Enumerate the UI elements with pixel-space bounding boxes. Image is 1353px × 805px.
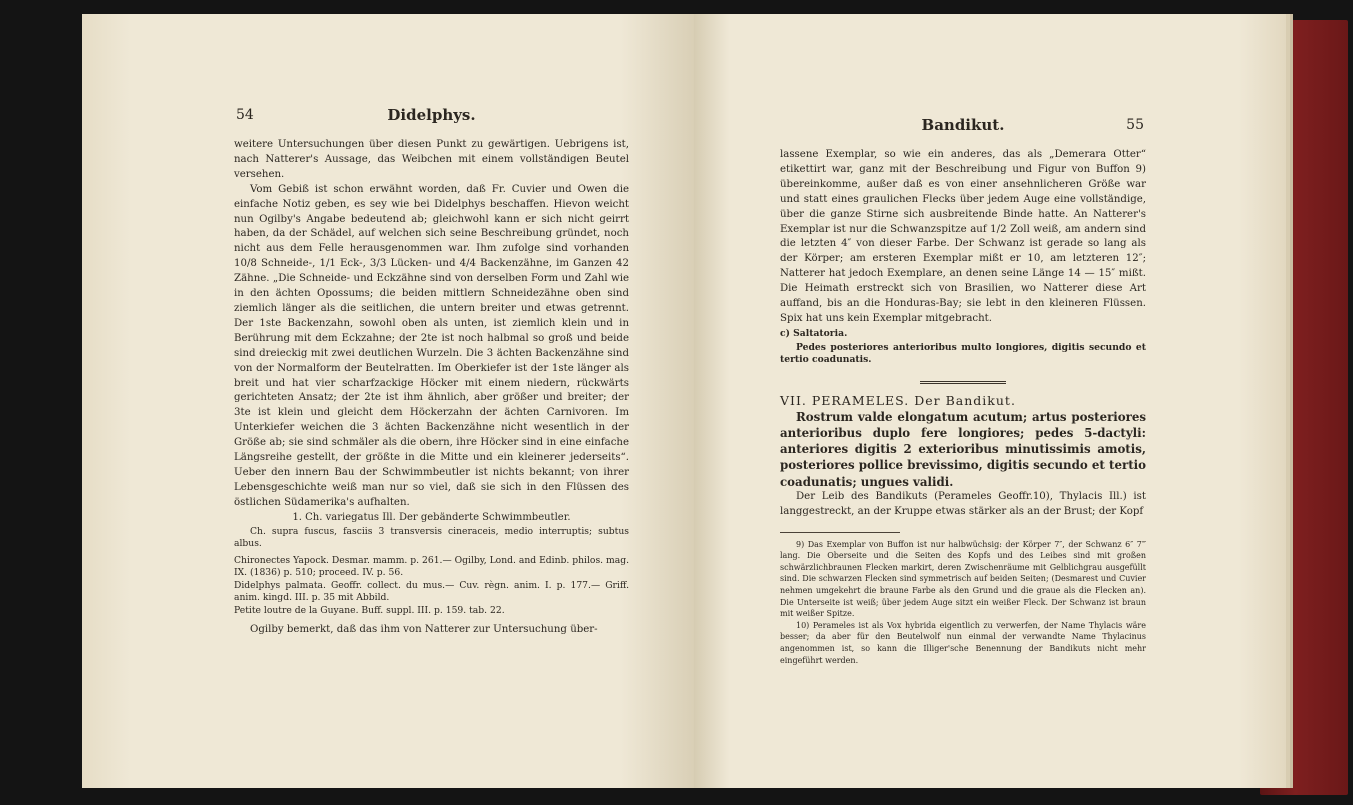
genus-heading: VII. PERAMELES. Der Bandikut. [780, 392, 1016, 408]
species-heading: 1. Ch. variegatus Ill. Der gebänderte Schwimmbeutler. [292, 511, 571, 523]
subsection-heading: c) Saltatoria. [780, 327, 848, 339]
species-diagnosis: Ch. supra fuscus, fasciis 3 transversis cineraceis, medio interruptis; subtus albus. [234, 525, 629, 550]
right-running-head [780, 118, 1146, 140]
left-running-title: Didelphys. [387, 106, 476, 124]
footnote-rule [780, 532, 900, 533]
left-page-number: 54 [236, 107, 254, 123]
reference-entry-3: Petite loutre de la Guyane. Buff. suppl. III. p. 159. tab. 22. [234, 604, 505, 616]
footnote-9: 9) Das Exemplar von Buffon ist nur halbwüchsig: der Körper 7″, der Schwanz 6″ 7‴ lang. Die Oberseite und die Seiten des Kopfs und des Leibes sind mit großen schwärzlichbraunen Flecken markirt, deren Zwischenräume mit Gelblichgrau ausgefüllt sind. Die schwarzen Flecken sind symmetrisch auf beiden Seiten; (Desmarest und Cuvier nehmen umgekehrt die braune Farbe als den Grund und die graue als die Flecken an). Die Unterseite ist weiß; über jedem Auge sitzt ein weißer Fleck. Der Schwanz ist braun mit weißer Spitze. [780, 539, 1146, 619]
left-page [82, 14, 696, 788]
left-paragraph-2: Vom Gebiß ist schon erwähnt worden, daß Fr. Cuvier und Owen die einfache Notiz geben, es sey wie bei Didelphys beschaffen. Hievon weicht nun Ogilby's Angabe bedeutend ab; gleichwohl kann er sich nicht geirrt haben, da der Schädel, auf welchen sich seine Beschreibung gründet, noch nicht aus dem Felle herausgenommen war. Ihm zufolge sind vorhanden 10/8 Schneide-, 1/1 Eck-, 3/3 Lücken- und 4/4 Backenzähne, im Ganzen 42 Zähne. „Die Schneide- und Eckzähne sind von derselben Form und Zahl wie in den ächten Opossums; die beiden mittlern Schneidezähne oben sind ziemlich länger als die seitlichen, die untern breiter und etwas getrennt. Der 1ste Backenzahn, sowohl oben als unten, ist ziemlich klein und in Berührung mit dem Eckzahne; der 2te ist noch halbmal so groß und beide sind dreieckig mit zwei deutlichen Wurzeln. Die 3 ächten Backenzähne sind von der Normalform der Beutelratten. Im Oberkiefer ist der 1ste länger als breit und hat vier scharfzackige Höcker mit einem niedern, rückwärts gerichteten Ansatz; der 2te ist ihm ähnlich, aber größer und breiter; der 3te ist klein und gleicht dem Höckerzahn der ächten Carnivoren. Im Unterkiefer weichen die 3 ächten Backenzähne nicht wesentlich in der Größe ab; sie sind schmäler als die obern, ihre Höcker sind in eine einfache Längsreihe gestellt, der größte in die Mitte und ein kleinerer jederseits“. Ueber den innern Bau der Schwimmbeutler ist nichts bekannt; von ihrer Lebensgeschichte weiß man nur so viel, daß sie sich in den Flüssen des östlichen Südamerika's aufhalten. [234, 183, 629, 508]
right-page [694, 14, 1286, 788]
subsection-diagnosis: Pedes posteriores anterioribus multo longiores, digitis secundo et tertio coadunatis. [780, 341, 1146, 366]
reference-entry-1: Chironectes Yapock. Desmar. mamm. p. 261.— Ogilby, Lond. and Edinb. philos. mag. IX. (1836) p. 510; proceed. IV. p. 56. [234, 554, 629, 579]
right-body-start: Der Leib des Bandikuts (Perameles Geoffr.10), Thylacis Ill.) ist langgestreckt, an der Kruppe etwas stärker als an der Brust; der Kopf [780, 490, 1146, 517]
double-rule-divider [920, 381, 1006, 384]
right-page-number: 55 [1126, 117, 1144, 133]
left-running-head [234, 108, 629, 130]
footnote-10: 10) Perameles ist als Vox hybrida eigentlich zu verwerfen, der Name Thylacis wäre besser; da aber für den Beutelwolf nun einmal der verwandte Name Thylacinus angenommen ist, so kann die Illiger'sche Benennung der Bandikuts nicht mehr eingeführt werden. [780, 620, 1146, 665]
right-running-title: Bandikut. [921, 116, 1005, 134]
left-text-column [234, 108, 629, 638]
reference-list [234, 555, 629, 618]
reference-entry-2: Didelphys palmata. Geoffr. collect. du mus.— Cuv. règn. anim. I. p. 177.— Griff. anim. kingd. III. p. 35 mit Abbild. [234, 579, 629, 604]
left-paragraph-1: weitere Untersuchungen über diesen Punkt zu gewärtigen. Uebrigens ist, nach Natterer's Aussage, das Weibchen mit einem vollständigen Beutel versehen. [234, 139, 629, 180]
right-text-column [780, 118, 1146, 666]
genus-latin-diagnosis: Rostrum valde elongatum acutum; artus posteriores anterioribus duplo fere longiores; pedes 5-dactyli: anteriores digitis 2 exterioribus minutissimis amotis, posteriores pollice brevissimo, digitis secundo et tertio coadunatis; ungues validi. [780, 409, 1146, 489]
left-closing-line: Ogilby bemerkt, daß das ihm von Natterer zur Untersuchung über- [250, 624, 598, 636]
right-paragraph-1: lassene Exemplar, so wie ein anderes, das als „Demerara Otter“ etikettirt war, ganz mit der Beschreibung und Figur von Buffon 9) übereinkomme, außer daß es von einer ansehnlicheren Größe war und statt eines graulichen Flecks über jedem Auge eine vollständige, über die ganze Stirne sich ausbreitende Binde hatte. An Natterer's Exemplar ist nur die Schwanzspitze auf 1/2 Zoll weiß, am andern sind die letzten 4″ von dieser Farbe. Der Schwanz ist gerade so lang als der Körper; am ersteren Exemplar mißt er 10, am letzteren 12″; Natterer hat jedoch Exemplare, an denen seine Länge 14 — 15″ mißt. Die Heimath erstreckt sich von Brasilien, wo Natterer diese Art auffand, bis an die Honduras-Bay; sie lebt in den kleineren Flüssen. Spix hat uns kein Exemplar mitgebracht. [780, 149, 1146, 324]
